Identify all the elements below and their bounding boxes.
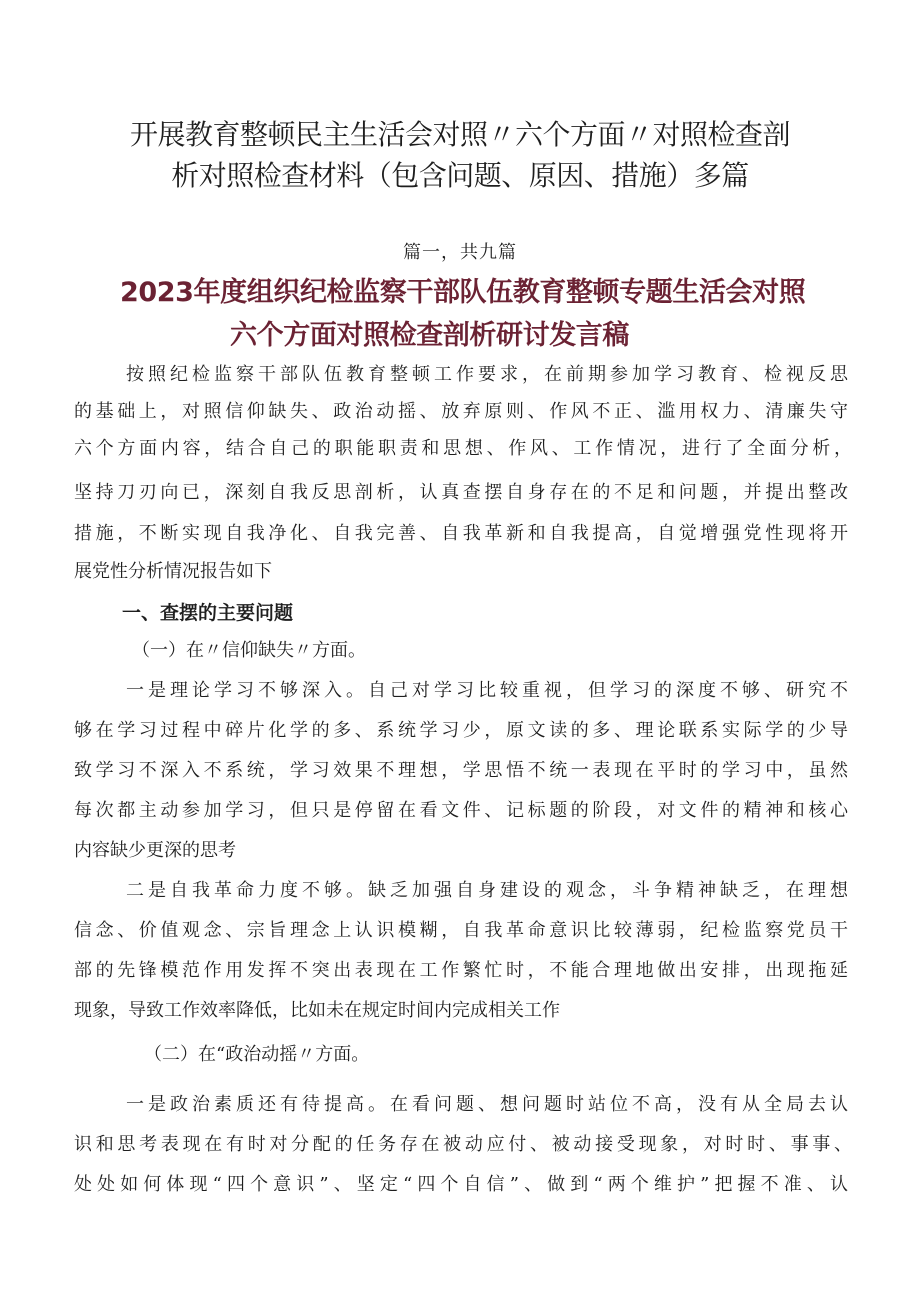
body-line: 一是理论学习不够深入。自己对学习比较重视，但学习的深度不够、研究不 [126,680,848,701]
body-line: 够在学习过程中碎片化学的多、系统学习少，原文读的多、理论联系实际学的少导 [74,720,848,741]
body-line: 识和思考表现在有时对分配的任务存在被动应付、被动接受现象，对时时、事事、 [74,1134,852,1155]
intro-line: 措施，不断实现自我净化、自我完善、自我革新和自我提高，自觉增强党性现将开 [74,523,848,544]
body-line: 现象，导致工作效率降低，比如未在规定时间内完成相关工作 [74,1000,560,1021]
body-line: 信念、价值观念、宗旨理念上认识模糊，自我革命意识比较薄弱，纪检监察党员干 [74,920,848,941]
series-label: 篇一，共九篇 [403,242,517,263]
body-line: 处处如何体现“四个意识”、坚定“四个自信”、做到“两个维护”把握不准、认 [74,1174,848,1195]
subsection-heading: （二）在“政治动摇〃方面。 [144,1044,370,1065]
intro-line: 六个方面内容，结合自己的职能职责和思想、作风、工作情况，进行了全面分析， [74,438,852,459]
body-line: 一是政治素质还有待提高。在看问题、想问题时站位不高，没有从全局去认 [126,1094,848,1115]
intro-line: 按照纪检监察干部队伍教育整顿工作要求，在前期参加学习教育、检视反思 [126,364,848,385]
body-line: 每次都主动参加学习，但只是停留在看文件、记标题的阶段，对文件的精神和核心 [74,800,848,821]
intro-line: 展党性分析情况报告如下 [74,561,272,582]
body-line: 二是自我革命力度不够。缺乏加强自身建设的观念，斗争精神缺乏，在理想 [126,880,848,901]
document-title-line-1: 开展教育整顿民主生活会对照〃六个方面〃对照检查剖 [129,118,790,151]
section-heading: 一、查摆的主要问题 [122,602,294,624]
body-line: 部的先锋模范作用发挥不突出表现在工作繁忙时，不能合理地做出安排，出现拖延 [74,960,848,981]
intro-line: 的基础上，对照信仰缺失、政治动摇、放弃原则、作风不正、滥用权力、清廉失守 [74,401,848,422]
article-title-line-1: 2023年度组织纪检监察干部队伍教育整顿专题生活会对照 [120,277,806,308]
intro-line: 坚持刀刃向已，深刻自我反思剖析，认真查摆自身存在的不足和问题，并提出整改 [74,482,848,503]
body-line: 内容缺少更深的思考 [74,840,236,861]
article-title-line-2: 六个方面对照检查剖析研讨发言稿 [230,320,629,351]
document-title-line-2: 析对照检查材料（包含问题、原因、措施）多篇 [171,159,749,192]
subsection-heading: （一）在〃信仰缺失〃方面。 [132,640,366,661]
body-line: 致学习不深入不系统，学习效果不理想，学思悟不统一表现在平时的学习中，虽然 [74,760,848,781]
